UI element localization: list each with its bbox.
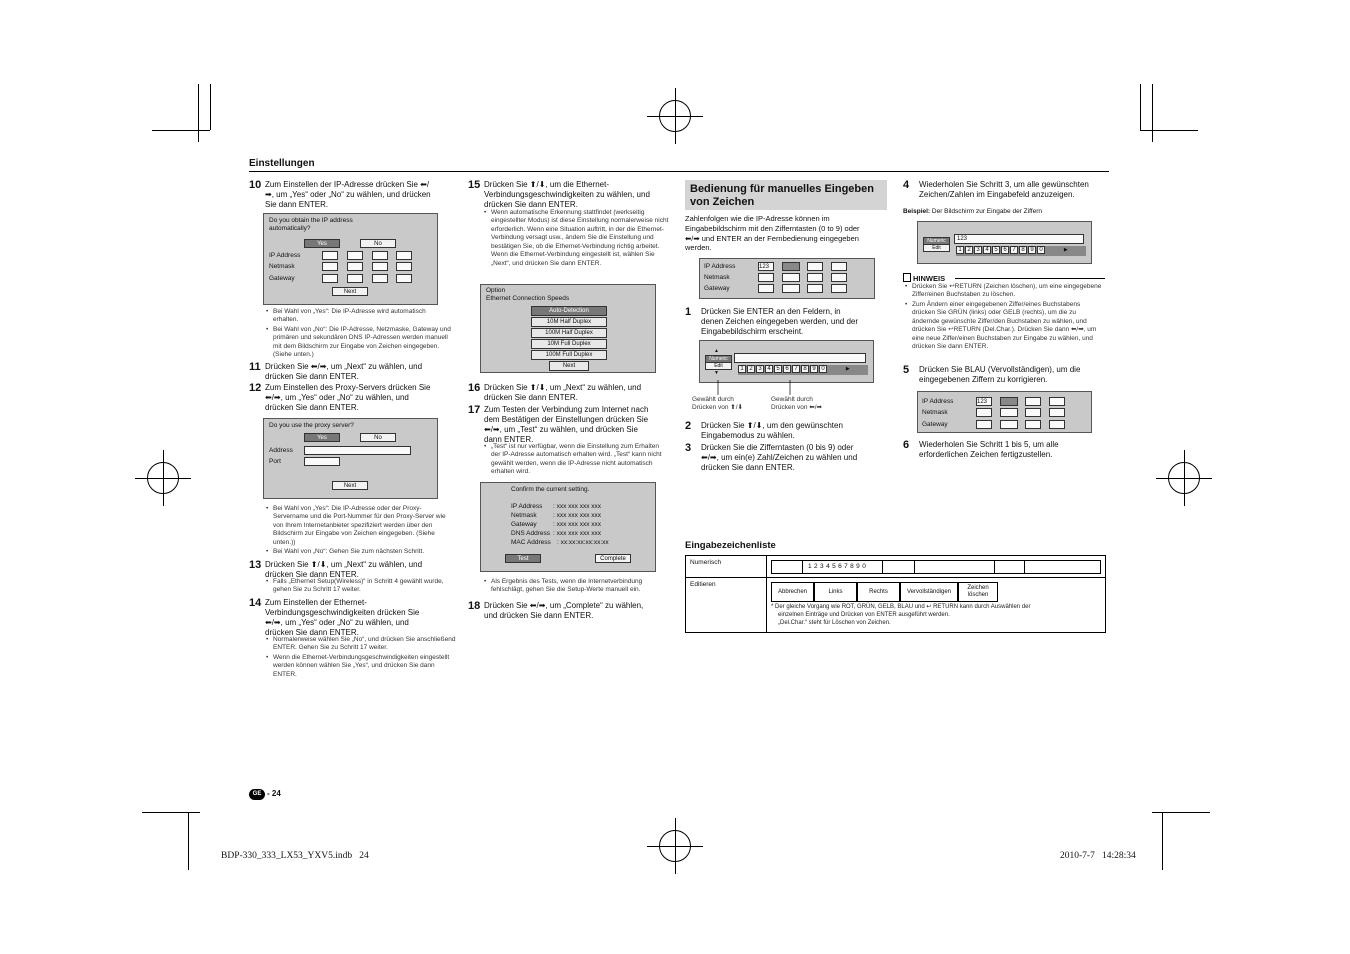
field-value: 123 (759, 264, 770, 270)
ip-octet-2[interactable] (1000, 397, 1018, 406)
mode-arrow-up: ▲ (714, 348, 719, 354)
row-label: IP Address (511, 503, 543, 510)
step-4 (903, 180, 1108, 200)
next-button[interactable]: Next (332, 287, 368, 296)
netmask-label: Netmask (922, 409, 948, 416)
ip-label: IP Address (269, 252, 301, 259)
note-item: • Wenn automatische Erkennung stattfindet (werkseitig eingestellter Modus) ist diese Einstellung normalerweise nicht erforderlich. Wenn eine Situation auftritt, in der die Ethernet-Verbindung versagt usw., ändern Sie die Einstellung und bestätigen Sie, ob die Ethernet-Verbindung richtig arbeitet. Wenn die Ethernet-Verbindung eingestellt ist, wählen Sie „Next“, und drücken Sie dann ENTER. (484, 209, 669, 268)
step-3 (685, 443, 890, 473)
netmask-label: Netmask (269, 263, 295, 270)
heading-line: Bedienung für manuelles Eingeben (690, 183, 874, 195)
row-value: : xxx xxx xxx xxx (553, 503, 602, 510)
key-8[interactable]: 8 (801, 365, 809, 373)
address-field[interactable] (304, 446, 411, 455)
key-1[interactable]: 1 (738, 365, 746, 373)
step-number: 4 (903, 179, 910, 191)
key-3[interactable]: 3 (974, 246, 982, 254)
step-13-notes (266, 578, 451, 596)
delete-char-cell: Zeichen löschen (958, 582, 998, 602)
key-5[interactable]: 5 (774, 365, 782, 373)
step-15-notes (484, 209, 669, 269)
ip-octet-1[interactable] (976, 397, 992, 406)
no-button[interactable]: No (360, 239, 396, 248)
cancel-cell: Abbrechen (771, 582, 814, 602)
screen-title: Confirm the current setting. (511, 486, 590, 493)
step-line: Zum Einstellen des Proxy-Servers drücken Sie (265, 383, 431, 392)
row-label: Gateway (511, 521, 537, 528)
hinweis-notes (905, 283, 1105, 353)
step-line: Eingabemodus zu wählen. (701, 431, 795, 440)
option-10m-half[interactable]: 10M Half Duplex (531, 317, 607, 327)
step-line: drücken Sie dann ENTER. (701, 463, 795, 472)
gateway-label: Gateway (269, 275, 295, 282)
step-12-notes (266, 505, 451, 558)
step-12 (249, 383, 459, 413)
step-14 (249, 598, 459, 638)
step-16 (468, 383, 678, 403)
step-line: ⬅/➡, um „Yes“ oder „No“ zu wählen, und (265, 393, 409, 402)
registration-mark-top (655, 96, 695, 136)
header-rule (249, 171, 1109, 172)
footnote-line: „Del.Char.“ steht für Löschen von Zeichen. (778, 619, 891, 626)
key-8[interactable]: 8 (1019, 246, 1027, 254)
test-button[interactable]: Test (505, 554, 541, 563)
step-11 (249, 362, 459, 382)
note-item: • Zum Ändern einer eingegebenen Ziffer/eines Buchstabens drücken Sie GRÜN (links) oder GELB (rechts), um die zu ändernde gewünschte Ziffer/den Buchstaben zu wählen, und drücken Sie ↩RETURN (Del.Char.). Drücken Sie dann ⬅/➡, um eine neue Ziffer/einen Buchstaben zur Eingabe zu wählen, und drücken Sie dann ENTER. (905, 301, 1105, 352)
heading-line: von Zeichen (690, 195, 755, 208)
registration-mark-right (1164, 458, 1204, 498)
step-line: Drücken Sie BLAU (Vervollständigen), um die (919, 365, 1081, 374)
gateway-label: Gateway (704, 285, 730, 292)
ip-octet-3[interactable] (1025, 397, 1041, 406)
page-number: - 24 (267, 789, 281, 798)
numeric-strip (771, 560, 1101, 574)
row-edit (686, 578, 1105, 632)
example-label: Beispiel: (903, 208, 931, 215)
step-line: Zum Einstellen der IP-Adresse drücken Sie ⬅/ (265, 180, 430, 189)
ip-correction-screen (917, 391, 1092, 433)
screen-question: Do you use the proxy server? (269, 422, 354, 429)
step-line: Drücken Sie ⬅/➡, um „Complete“ zu wählen, (484, 601, 644, 610)
language-badge (249, 789, 265, 800)
note-item: • Normalerweise wählen Sie „No“, und drücken Sie anschließend ENTER. Gehen Sie zu Schritt 17 weiter. (266, 636, 456, 653)
step-number: 15 (468, 179, 481, 191)
screen-subtitle: Ethernet Connection Speeds (486, 295, 570, 302)
numeric-keys: 1 2 3 4 5 6 7 8 9 0 (808, 563, 867, 570)
key-7[interactable]: 7 (792, 365, 800, 373)
screen-question: Do you obtain the IP address (269, 217, 353, 224)
step-line: drücken Sie dann ENTER. (265, 570, 359, 579)
row-divider (766, 556, 767, 577)
complete-button[interactable]: Complete (595, 554, 631, 563)
step-line: drücken Sie dann ENTER. (484, 200, 578, 209)
step-line: Drücken Sie ⬆/⬇, um den gewünschten (701, 421, 843, 430)
step-number: 10 (249, 179, 262, 191)
footer-file: BDP-330_333_LX53_YXV5.indb 24 (221, 851, 369, 861)
ip-label: IP Address (922, 398, 954, 405)
row-value: : xxx xxx xxx xxx (553, 530, 602, 537)
ip-entry-screen (699, 258, 875, 299)
step-18 (468, 601, 678, 621)
table-title: Eingabezeichenliste (685, 540, 776, 551)
note-item: • Bei Wahl von „No“: Gehen Sie zum nächsten Schritt. (266, 548, 451, 556)
step-number: 17 (468, 404, 481, 416)
right-cell: Rechts (857, 582, 900, 602)
mode-numeric[interactable]: Numeric (705, 355, 732, 363)
no-button[interactable]: No (360, 433, 396, 442)
ethernet-speed-screen (480, 284, 656, 373)
step-line: Drücken Sie ⬆/⬇, um die Ethernet- (484, 180, 610, 189)
step-line: Eingabebildschirm erscheint. (701, 327, 804, 336)
option-100m-full[interactable]: 100M Full Duplex (531, 350, 607, 360)
key-6[interactable]: 6 (783, 365, 791, 373)
key-9[interactable]: 9 (1028, 246, 1036, 254)
option-auto-detection[interactable]: Auto-Detection (531, 306, 607, 316)
note-item: • Bei Wahl von „Yes“: Die IP-Adresse wird automatisch erhalten. (266, 308, 451, 325)
example-input-screen (917, 221, 1092, 264)
netmask-label: Netmask (704, 274, 730, 281)
hinweis-rule (955, 278, 1105, 279)
footnote-line: einzelnen Einträge und Drücken von ENTER ausgeführt werden. (778, 611, 950, 618)
key-4[interactable]: 4 (983, 246, 991, 254)
left-cell: Links (814, 582, 857, 602)
row-label: Numerisch (690, 559, 722, 566)
step-number: 5 (903, 364, 910, 376)
row-divider (766, 578, 767, 632)
screen-title: Option (486, 287, 506, 294)
caption-left-right (771, 396, 822, 412)
intro-line: ⬅/➡ und ENTER an der Fernbedienung eingegeben (685, 233, 859, 243)
key-2[interactable]: 2 (965, 246, 973, 254)
next-button[interactable]: Next (549, 361, 589, 371)
step-13 (249, 560, 459, 580)
key-7[interactable]: 7 (1010, 246, 1018, 254)
step-line: ⬅/➡, um „Yes“ oder „No“ zu wählen, und (265, 618, 409, 627)
input-char-table (685, 555, 1106, 633)
hinweis-label: HINWEIS (913, 274, 946, 283)
key-row (956, 246, 1086, 256)
row-value: : xxx xxx xxx xxx (553, 521, 602, 528)
caption-line: Gewählt durch (771, 396, 813, 403)
step-17-result-note (484, 578, 669, 596)
ip-octet-2[interactable] (782, 262, 800, 271)
row-label: DNS Address (511, 530, 551, 537)
step-17-notes (484, 443, 664, 478)
note-item: • Falls „Ethernet Setup(Wireless)“ in Schritt 4 gewählt wurde, gehen Sie zu Schritt 17 weiter. (266, 578, 451, 595)
step-line: Sie dann ENTER. (265, 200, 329, 209)
key-2[interactable]: 2 (747, 365, 755, 373)
section-title: Einstellungen (249, 158, 315, 169)
ip-address-screen (263, 213, 438, 305)
step-line: Zum Testen der Verbindung zum Internet nach (484, 405, 649, 414)
step-line: erforderlichen Zeichen fertigzustellen. (919, 450, 1053, 459)
note-item: • „Test“ ist nur verfügbar, wenn die Einstellung zum Erhalten der IP-Adresse automatisch erhalten wird. „Test“ kann nicht gewählt werden, wenn die IP-Adresse nicht automatisch erhalten wird. (484, 443, 664, 477)
option-100m-half[interactable]: 100M Half Duplex (531, 328, 607, 338)
key-5[interactable]: 5 (992, 246, 1000, 254)
note-item: • Bei Wahl von „No“: Die IP-Adresse, Netzmaske, Gateway und primären und sekundären DNS IP-Adressen werden manuell mit dem Bildschirm zur Eingabe von Zeichen eingegeben. (Siehe unten.) (266, 326, 451, 360)
port-label: Port (269, 458, 281, 465)
step-number: 11 (249, 361, 261, 373)
step-number: 6 (903, 439, 910, 451)
complete-cell: Vervollständigen (900, 582, 958, 602)
port-field[interactable] (304, 457, 340, 466)
key-0[interactable]: 0 (819, 365, 827, 373)
example-text: Der Bildschirm zur Eingabe der Ziffern (931, 208, 1042, 215)
caption-line: Drücken von ⬅/➡ (771, 404, 822, 412)
row-numeric (686, 556, 1105, 578)
step-line: eingegebenen Ziffern zu korrigieren. (919, 375, 1048, 384)
step-line: drücken Sie dann ENTER. (265, 403, 359, 412)
step-line: Zeichen/Zahlen im Eingabefeld anzuzeigen. (919, 190, 1075, 199)
proxy-screen (263, 418, 438, 499)
section-heading (685, 180, 887, 210)
table-footnote (771, 604, 1103, 627)
intro-line: werden. (685, 243, 712, 253)
input-text-field[interactable] (734, 353, 866, 363)
step-line: ⬅/➡, um ein(e) Zahl/Zeichen zu wählen und (701, 453, 858, 462)
step-10-notes (266, 308, 451, 361)
address-label: Address (269, 447, 293, 454)
play-arrow-icon: ▶ (1063, 247, 1068, 253)
step-15 (468, 180, 678, 210)
step-5 (903, 365, 1108, 385)
step-number: 14 (249, 597, 262, 609)
step-line: Drücken Sie ENTER an den Feldern, in (701, 307, 841, 316)
step-line: Verbindungsgeschwindigkeiten drücken Sie (265, 608, 420, 617)
mode-arrow-down: ▼ (714, 370, 719, 376)
ip-octet-1[interactable] (758, 262, 774, 271)
play-arrow-icon: ▶ (845, 366, 850, 372)
key-4[interactable]: 4 (765, 365, 773, 373)
character-input-screen (699, 340, 874, 383)
key-9[interactable]: 9 (810, 365, 818, 373)
gateway-label: Gateway (922, 421, 948, 428)
step-line: denen Zeichen eingegeben werden, und der (701, 317, 859, 326)
step-line: Drücken Sie ⬆/⬇, um „Next“ zu wählen, und (484, 383, 642, 392)
example-caption (903, 208, 1042, 216)
key-3[interactable]: 3 (756, 365, 764, 373)
step-line: drücken Sie dann ENTER. (265, 628, 359, 637)
step-2 (685, 421, 890, 441)
step-number: 3 (685, 442, 692, 454)
step-17 (468, 405, 678, 445)
step-line: Drücken Sie die Zifferntasten (0 bis 9) oder (701, 443, 854, 452)
step-10 (249, 180, 459, 210)
step-line: Wiederholen Sie Schritt 3, um alle gewünschten (919, 180, 1089, 189)
language-code: GE (252, 791, 262, 797)
option-10m-full[interactable]: 10M Full Duplex (531, 339, 607, 349)
step-number: 16 (468, 382, 481, 394)
step-line: und drücken Sie dann ENTER. (484, 611, 594, 620)
key-6[interactable]: 6 (1001, 246, 1009, 254)
caption-up-down (692, 396, 743, 412)
mode-edit[interactable]: Edit (923, 244, 950, 252)
mode-numeric[interactable]: Numeric (923, 237, 950, 245)
step-line: dem Bestätigen der Einstellungen drücken Sie (484, 415, 649, 424)
confirm-settings-screen (480, 482, 656, 572)
yes-button[interactable]: Yes (304, 433, 340, 442)
note-item: • Als Ergebnis des Tests, wenn die Internetverbindung fehlschlägt, gehen Sie die Setup-Werte manuell ein. (484, 578, 669, 595)
step-line: Drücken Sie ⬆/⬇, um „Next“ zu wählen, und (265, 560, 423, 569)
yes-button[interactable]: Yes (304, 239, 340, 248)
footnote-line: * Der gleiche Vorgang wie ROT, GRÜN, GELB, BLAU und ↩ RETURN kann durch Auswählen der (771, 604, 1031, 610)
step-number: 13 (249, 559, 262, 571)
field-value: 123 (957, 236, 968, 242)
ip-octet-4[interactable] (831, 262, 847, 271)
note-icon (903, 273, 911, 282)
intro-text (685, 214, 890, 253)
step-14-notes (266, 636, 456, 680)
step-number: 1 (685, 306, 692, 318)
step-line: ➡, um „Yes“ oder „No“ zu wählen, und drücken (265, 190, 431, 199)
step-line: dann ENTER. (484, 435, 534, 444)
registration-mark-left (143, 458, 183, 498)
step-line: Verbindungsgeschwindigkeiten zu wählen, und (484, 190, 650, 199)
step-line: ⬅/➡, um „Test“ zu wählen, und drücken Sie (484, 425, 638, 434)
registration-mark-bottom (655, 826, 695, 866)
caption-line: Gewählt durch (692, 396, 734, 403)
step-line: drücken Sie dann ENTER. (265, 372, 359, 381)
intro-line: Eingabebildschirm mit den Zifferntasten (0 to 9) oder (685, 223, 860, 233)
key-row (738, 365, 868, 375)
row-label: Editieren (690, 581, 716, 588)
input-text-field[interactable] (954, 234, 1084, 244)
key-0[interactable]: 0 (1037, 246, 1045, 254)
note-item: • Wenn die Ethernet-Verbindungsgeschwindigkeiten eingestellt werden können wählen Sie „Yes“, und drücken Sie dann ENTER. (266, 654, 456, 679)
screen-question: automatically? (269, 225, 311, 232)
step-line: Wiederholen Sie Schritt 1 bis 5, um alle (919, 440, 1059, 449)
ip-octet-4[interactable] (1049, 397, 1065, 406)
note-item: • Drücken Sie ↩RETURN (Zeichen löschen), um eine eingegebene Ziffer/einen Buchstaben zu löschen. (905, 283, 1105, 300)
step-number: 18 (468, 600, 481, 612)
row-value: : xxx xxx xxx xxx (553, 512, 602, 519)
step-1 (685, 307, 890, 337)
row-value: : xx:xx:xx:xx:xx:xx (557, 539, 609, 546)
key-1[interactable]: 1 (956, 246, 964, 254)
step-line: drücken Sie dann ENTER. (484, 393, 578, 402)
step-number: 12 (249, 382, 262, 394)
caption-line: Drücken von ⬆/⬇ (692, 404, 743, 412)
step-line: Zum Einstellen der Ethernet- (265, 598, 367, 607)
ip-octet-3[interactable] (807, 262, 823, 271)
step-number: 2 (685, 420, 692, 432)
row-label: Netmask (511, 512, 537, 519)
step-line: Drücken Sie ⬅/➡, um „Next“ zu wählen, und (265, 362, 423, 371)
mode-edit[interactable]: Edit (705, 362, 732, 370)
ip-label: IP Address (704, 263, 736, 270)
hinweis-heading (903, 273, 945, 283)
footer-timestamp: 2010-7-7 14:28:34 (1060, 851, 1136, 861)
step-6 (903, 440, 1108, 460)
field-value: 123 (977, 399, 988, 405)
intro-line: Zahlenfolgen wie die IP-Adresse können im (685, 214, 830, 223)
row-label: MAC Address (511, 539, 551, 546)
note-item: • Bei Wahl von „Yes“: Die IP-Adresse oder der Proxy-Servername und die Port-Nummer für den Proxy-Server wie von Ihrem Internetanbieter spezifiziert werden über den Bildschirm zur Eingabe von Zeichen eingegeben. (Siehe unten.)) (266, 505, 451, 547)
next-button[interactable]: Next (332, 481, 368, 490)
